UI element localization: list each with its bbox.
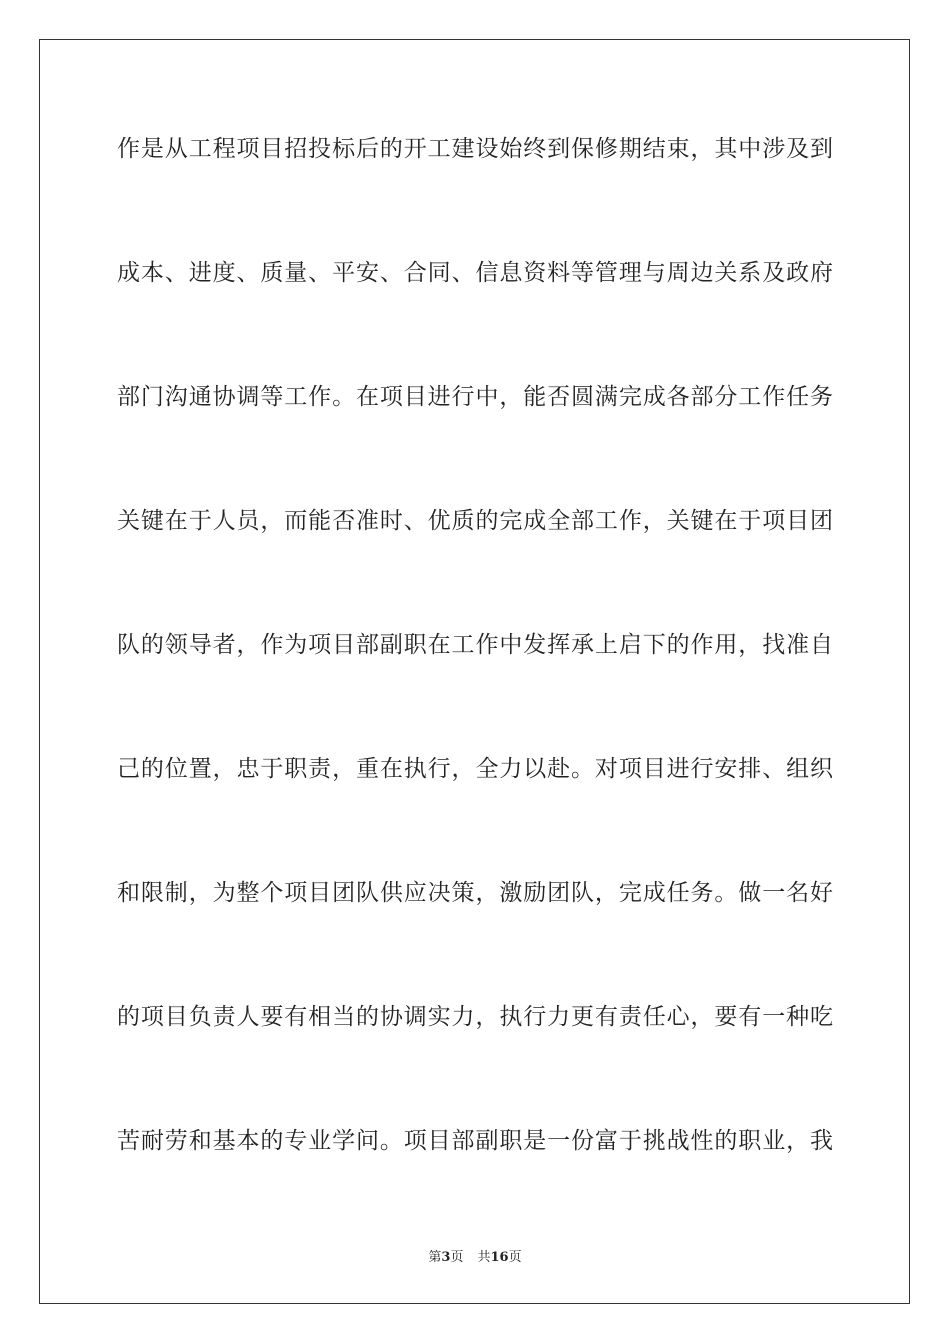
page-footer — [0, 1246, 950, 1265]
total-pages: 16 — [490, 1250, 509, 1265]
page-number: 3 — [441, 1250, 451, 1265]
body-text-line: 关键在于人员，而能否准时、优质的完成全部工作，关键在于项目团 — [117, 508, 833, 534]
body-text-line: 苦耐劳和基本的专业学问。项目部副职是一份富于挑战性的职业，我 — [117, 1128, 833, 1154]
body-text-line: 部门沟通协调等工作。在项目进行中，能否圆满完成各部分工作任务 — [117, 384, 833, 410]
page-label-prefix: 第 — [428, 1250, 442, 1265]
body-text-line: 作是从工程项目招投标后的开工建设始终到保修期结束，其中涉及到 — [117, 136, 833, 162]
body-text-line: 己的位置，忠于职责，重在执行，全力以赴。对项目进行安排、组织 — [117, 756, 833, 782]
page-frame — [39, 39, 910, 1304]
total-label-suffix: 页 — [508, 1250, 522, 1265]
body-text-line: 成本、进度、质量、平安、合同、信息资料等管理与周边关系及政府 — [117, 260, 833, 286]
total-label-prefix: 共 — [477, 1250, 491, 1265]
body-text-line: 队的领导者，作为项目部副职在工作中发挥承上启下的作用，找准自 — [117, 632, 833, 658]
body-text-line: 的项目负责人要有相当的协调实力，执行力更有责任心，要有一种吃 — [117, 1004, 833, 1030]
page-label-suffix: 页 — [450, 1250, 464, 1265]
body-text-line: 和限制，为整个项目团队供应决策，激励团队，完成任务。做一名好 — [117, 880, 833, 906]
